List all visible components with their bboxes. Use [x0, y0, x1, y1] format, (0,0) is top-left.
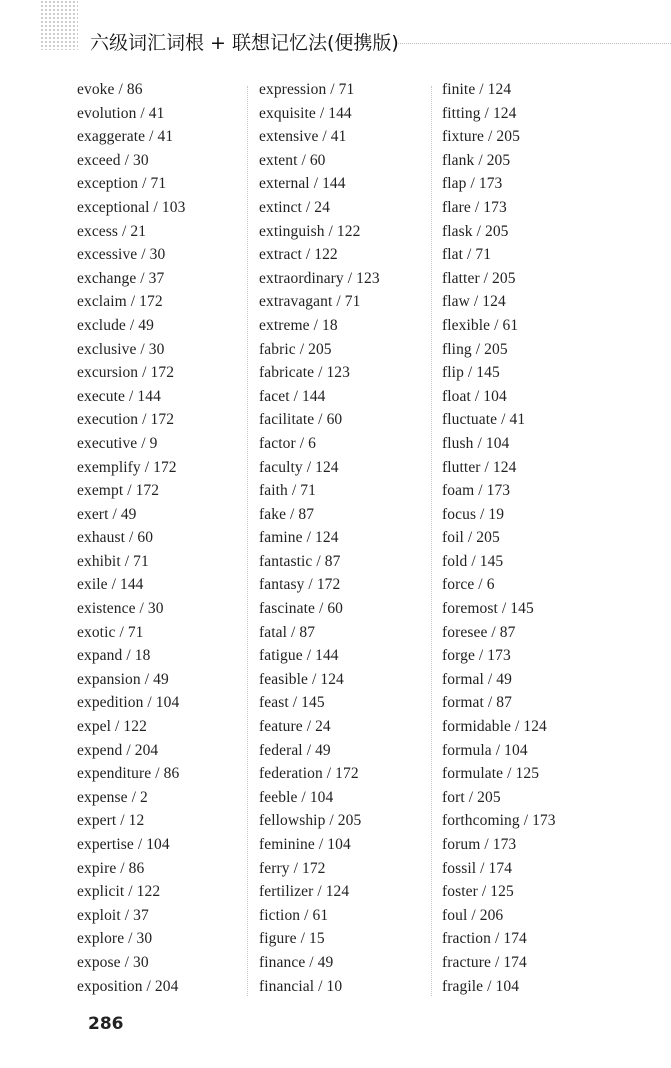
word-column-2 — [259, 78, 434, 998]
word-entry: expression / 71 — [259, 81, 355, 98]
word-entry: extravagant / 71 — [259, 293, 361, 311]
word-entry: faculty / 124 — [259, 458, 339, 476]
word-entry: fluctuate / 41 — [442, 411, 526, 429]
word-entry: financial / 10 — [259, 977, 343, 995]
word-entry: exploit / 37 — [77, 906, 149, 924]
word-entry: excursion / 172 — [77, 364, 175, 382]
word-entry: fertilizer / 124 — [259, 883, 350, 901]
word-entry: fold / 145 — [442, 552, 504, 570]
word-entry: feminine / 104 — [259, 836, 351, 853]
word-entry: exceptional / 103 — [77, 198, 186, 216]
word-entry: federal / 49 — [259, 741, 331, 759]
word-entry: extract / 122 — [259, 246, 338, 264]
word-entry: fragile / 104 — [442, 977, 520, 995]
word-entry: explicit / 122 — [77, 883, 161, 901]
word-entry: formula / 104 — [442, 741, 528, 759]
word-entry: execution / 172 — [77, 411, 175, 429]
word-entry: flare / 173 — [442, 198, 507, 216]
page-title: 六级词汇词根 + 联想记忆法(便携版) — [90, 32, 399, 54]
word-entry: expenditure / 86 — [77, 765, 180, 783]
word-entry: fake / 87 — [259, 505, 315, 523]
word-entry: fraction / 174 — [442, 930, 527, 948]
word-entry: exception / 71 — [77, 175, 167, 193]
word-entry: exclaim / 172 — [77, 293, 163, 311]
word-entry: formulate / 125 — [442, 765, 540, 783]
word-entry: evolution / 41 — [77, 104, 165, 122]
word-entry: external / 144 — [259, 175, 346, 193]
word-entry: forthcoming / 173 — [442, 812, 556, 830]
word-entry: forge / 173 — [442, 647, 511, 665]
word-entry: foster / 125 — [442, 883, 514, 901]
word-entry: foul / 206 — [442, 906, 504, 924]
word-entry: extinct / 24 — [259, 198, 330, 216]
word-entry: expedition / 104 — [77, 694, 180, 712]
word-entry: expel / 122 — [77, 718, 147, 736]
word-entry: foremost / 145 — [442, 600, 534, 618]
word-entry: flexible / 61 — [442, 316, 519, 334]
word-entry: flush / 104 — [442, 434, 510, 452]
word-entry: exposition / 204 — [77, 977, 179, 995]
word-entry: exclusive / 30 — [77, 340, 165, 358]
word-entry: flat / 71 — [442, 246, 492, 264]
word-entry: fatal / 87 — [259, 623, 316, 641]
word-entry: exhaust / 60 — [77, 529, 154, 547]
word-entry: finite / 124 — [442, 81, 512, 98]
word-entry: formidable / 124 — [442, 718, 547, 736]
word-entry: exotic / 71 — [77, 623, 144, 641]
word-entry: foresee / 87 — [442, 623, 516, 641]
word-entry: ferry / 172 — [259, 859, 326, 877]
word-entry: execute / 144 — [77, 387, 161, 405]
word-entry: expertise / 104 — [77, 836, 170, 853]
header-rule — [398, 43, 671, 44]
word-entry: fascinate / 60 — [259, 600, 344, 618]
word-entry: extensive / 41 — [259, 128, 347, 146]
word-entry: finance / 49 — [259, 953, 334, 971]
word-entry: flaw / 124 — [442, 293, 506, 311]
word-entry: flip / 145 — [442, 364, 500, 382]
page-header — [0, 0, 671, 60]
word-entry: factor / 6 — [259, 434, 316, 452]
word-entry: fitting / 124 — [442, 104, 517, 122]
word-entry: format / 87 — [442, 694, 512, 712]
word-entry: exaggerate / 41 — [77, 128, 174, 146]
word-entry: exhibit / 71 — [77, 552, 149, 570]
word-entry: facet / 144 — [259, 387, 326, 405]
word-column-3 — [442, 78, 617, 998]
word-entry: excessive / 30 — [77, 246, 166, 264]
word-entry: fantasy / 172 — [259, 576, 341, 594]
word-entry: fatigue / 144 — [259, 647, 339, 665]
word-entry: fiction / 61 — [259, 906, 329, 924]
word-entry: foil / 205 — [442, 529, 500, 547]
word-entry: exchange / 37 — [77, 269, 165, 287]
word-entry: expert / 12 — [77, 812, 145, 830]
word-entry: feature / 24 — [259, 718, 331, 736]
word-entry: feast / 145 — [259, 694, 325, 712]
word-entry: expansion / 49 — [77, 670, 169, 688]
word-entry: expand / 18 — [77, 647, 151, 665]
word-entry: fixture / 205 — [442, 128, 520, 146]
word-entry: extinguish / 122 — [259, 222, 361, 240]
word-entry: existence / 30 — [77, 600, 164, 618]
word-entry: explore / 30 — [77, 930, 153, 948]
word-entry: exert / 49 — [77, 505, 137, 523]
word-entry: exempt / 172 — [77, 482, 160, 500]
page-number: 286 — [88, 1014, 124, 1034]
word-entry: extraordinary / 123 — [259, 269, 380, 287]
word-entry: fling / 205 — [442, 340, 508, 358]
word-entry: foam / 173 — [442, 482, 511, 500]
word-entry: fossil / 174 — [442, 859, 513, 877]
word-entry: flutter / 124 — [442, 458, 517, 476]
word-entry: fracture / 174 — [442, 953, 527, 971]
word-entry: faith / 71 — [259, 482, 316, 500]
word-entry: exemplify / 172 — [77, 458, 177, 476]
word-entry: forum / 173 — [442, 836, 517, 853]
word-entry: feasible / 124 — [259, 670, 344, 688]
word-entry: flap / 173 — [442, 175, 503, 193]
word-entry: flatter / 205 — [442, 269, 516, 287]
word-entry: expend / 204 — [77, 741, 159, 759]
word-entry: force / 6 — [442, 576, 495, 594]
word-entry: fort / 205 — [442, 788, 501, 806]
word-entry: excess / 21 — [77, 222, 147, 240]
word-entry: figure / 15 — [259, 930, 325, 948]
word-entry: executive / 9 — [77, 434, 158, 452]
word-entry: famine / 124 — [259, 529, 339, 547]
word-entry: exile / 144 — [77, 576, 144, 594]
word-entry: evoke / 86 — [77, 81, 143, 98]
word-column-1 — [77, 78, 252, 998]
word-entry: formal / 49 — [442, 670, 512, 688]
word-entry: expense / 2 — [77, 788, 148, 806]
word-entry: flank / 205 — [442, 151, 511, 169]
word-entry: facilitate / 60 — [259, 411, 343, 429]
word-entry: float / 104 — [442, 387, 507, 405]
word-entry: exceed / 30 — [77, 151, 149, 169]
word-entry: expire / 86 — [77, 859, 145, 877]
word-entry: fantastic / 87 — [259, 552, 341, 570]
word-entry: extreme / 18 — [259, 316, 338, 334]
word-entry: focus / 19 — [442, 505, 505, 523]
word-entry: federation / 172 — [259, 765, 359, 783]
word-entry: fellowship / 205 — [259, 812, 362, 830]
corner-dot-pattern — [40, 0, 78, 50]
word-entry: flask / 205 — [442, 222, 509, 240]
word-entry: extent / 60 — [259, 151, 326, 169]
word-entry: expose / 30 — [77, 953, 149, 971]
word-entry: exclude / 49 — [77, 316, 154, 334]
word-entry: exquisite / 144 — [259, 104, 352, 122]
word-entry: feeble / 104 — [259, 788, 334, 806]
word-entry: fabricate / 123 — [259, 364, 351, 382]
word-entry: fabric / 205 — [259, 340, 332, 358]
